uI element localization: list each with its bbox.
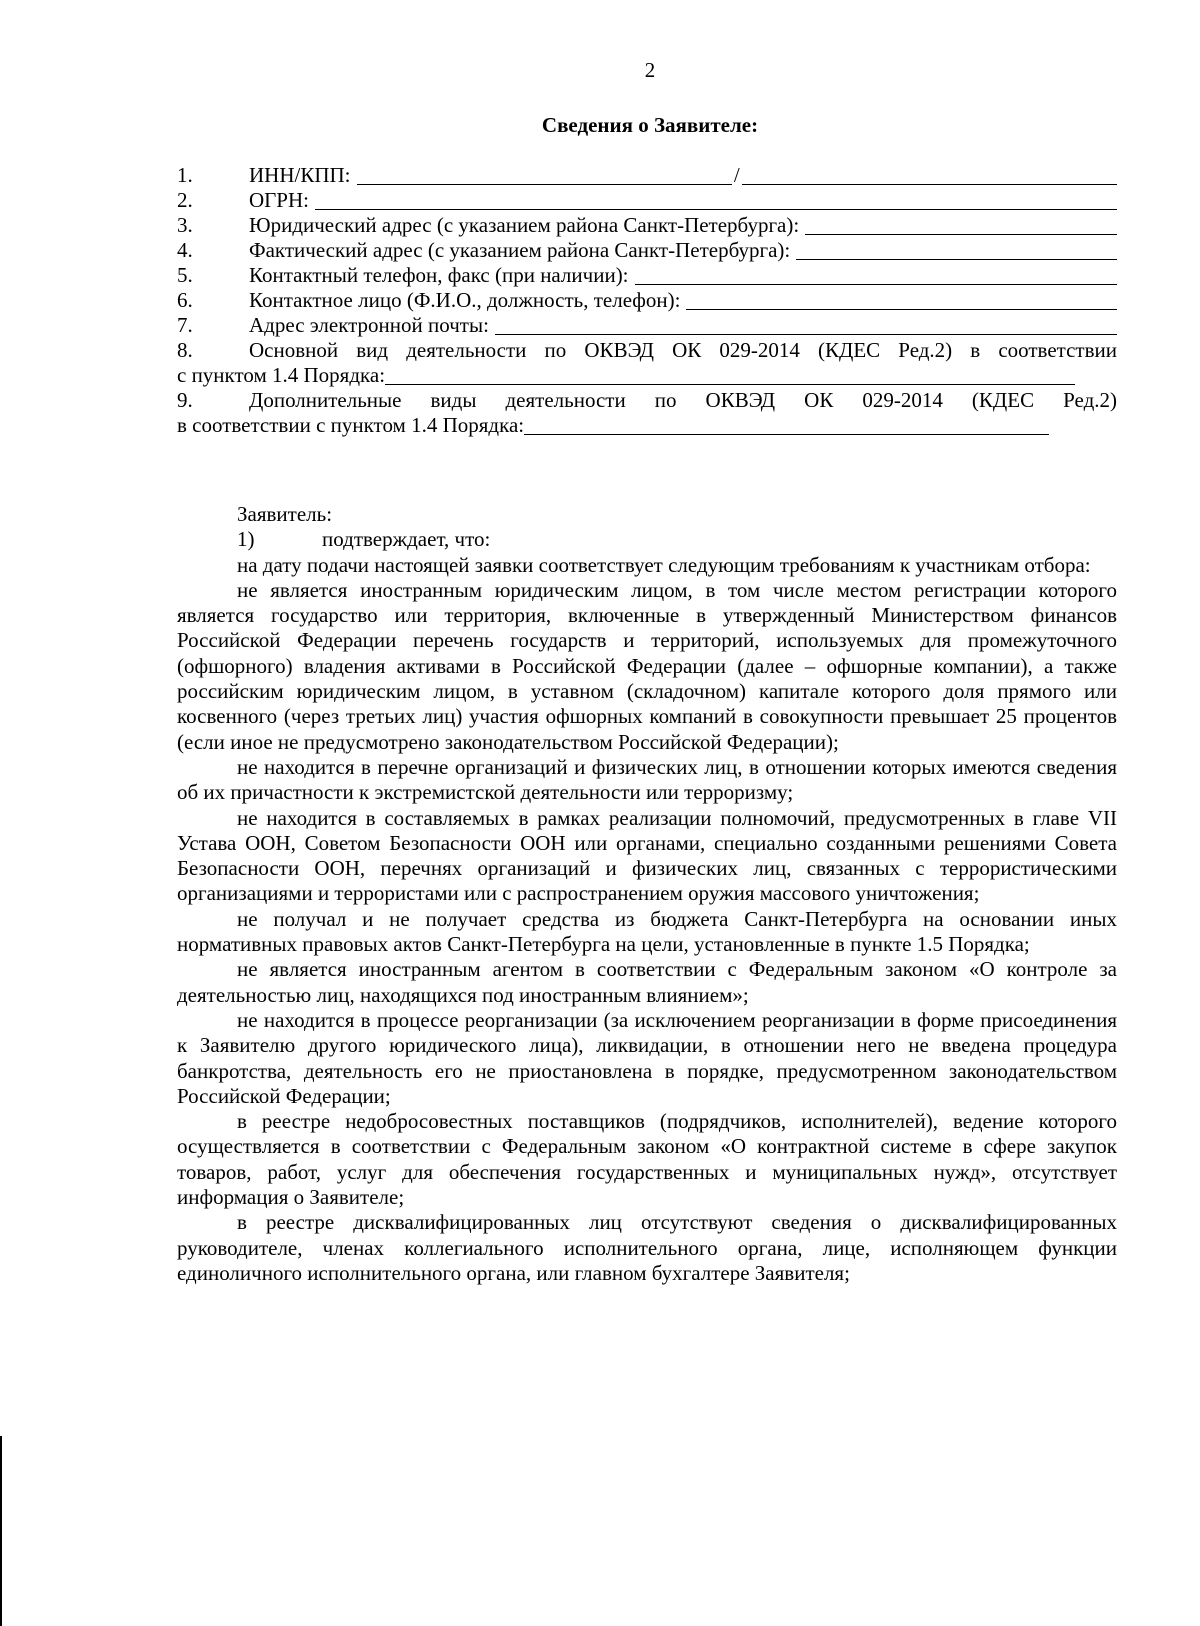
ogrn-blank[interactable] — [315, 190, 1117, 210]
paragraph: на дату подачи настоящей заявки соответствует следующим требованиям к участникам отбора: — [237, 552, 1091, 577]
field-actual-address — [177, 238, 1117, 263]
field-number: 3. — [177, 213, 193, 237]
paragraph: не получал и не получает средства из бюджета Санкт-Петербурга на основании иных нормативных правовых актов Санкт-Петербурга на цели, установленные в пункте 1.5 Порядка; — [177, 906, 1117, 957]
applicant-confirmations — [177, 502, 1117, 1286]
page-title: Сведения о Заявителе: — [541, 113, 759, 137]
field-phone-fax — [177, 263, 1117, 288]
field-inn-kpp — [177, 163, 1117, 188]
email-blank[interactable] — [495, 315, 1117, 335]
field-number: 2. — [177, 188, 193, 212]
field-main-activity — [177, 338, 1117, 388]
field-number: 9. — [177, 388, 193, 412]
paragraph: не находится в составляемых в рамках реализации полномочий, предусмотренных в главе VII Устава ООН, Советом Безопасности ООН или органами, специально созданными решениями Совета Безопасности ООН, перечнях организаций и физических лиц, связанных с террористическими организациями и террористами или с распространением оружия массового уничтожения; — [177, 805, 1117, 906]
field-label-continued: в соответствии с пунктом 1.4 Порядка: — [177, 413, 525, 437]
additional-activity-blank[interactable] — [524, 415, 1049, 435]
field-label: Фактический адрес (с указанием района Санкт-Петербурга): — [249, 238, 791, 262]
paragraph: не находится в перечне организаций и физических лиц, в отношении которых имеются сведения об их причастности к экстремистской деятельности или терроризму; — [177, 754, 1117, 805]
legal-address-blank[interactable] — [805, 215, 1117, 235]
item-text: подтверждает, что: — [322, 527, 491, 552]
field-label: Основной вид деятельности по ОКВЭД ОК 029-2014 (КДЕС Ред.2) в соответствии — [249, 338, 1117, 362]
field-number: 4. — [177, 238, 193, 262]
kpp-blank[interactable] — [742, 166, 1117, 185]
actual-address-blank[interactable] — [796, 240, 1117, 260]
field-label: Адрес электронной почты: — [249, 313, 489, 337]
field-label: ОГРН: — [249, 188, 309, 212]
field-contact-person — [177, 288, 1117, 313]
inn-kpp-blank[interactable] — [357, 163, 1117, 187]
field-label-continued: с пунктом 1.4 Порядка: — [177, 363, 386, 387]
field-number: 7. — [177, 313, 193, 337]
field-email — [177, 313, 1117, 338]
inn-blank[interactable] — [357, 166, 732, 185]
phone-fax-blank[interactable] — [635, 265, 1117, 285]
applicant-heading: Заявитель: — [237, 502, 333, 526]
field-number: 1. — [177, 163, 193, 187]
field-label: Контактное лицо (Ф.И.О., должность, телефон): — [249, 288, 681, 312]
field-number: 6. — [177, 288, 193, 312]
field-label: Юридический адрес (с указанием района Санкт-Петербурга): — [249, 213, 800, 237]
paragraph: не является иностранным агентом в соответствии с Федеральным законом «О контроле за деятельностью лиц, находящихся под иностранным влиянием»; — [177, 957, 1117, 1007]
contact-person-blank[interactable] — [686, 290, 1117, 310]
field-label: Контактный телефон, факс (при наличии): — [249, 263, 629, 287]
field-ogrn — [177, 188, 1117, 213]
field-main-activity-line2 — [177, 363, 1117, 388]
field-additional-activity-line2 — [177, 413, 1117, 438]
paragraph: не находится в процессе реорганизации (за исключением реорганизации в форме присоединения к Заявителю другого юридического лица), ликвидации, в отношении него не введена процедура банкротства, деятельность его не приостановлена в порядке, предусмотренном законодательством Российской Федерации; — [177, 1007, 1117, 1108]
scan-edge-mark — [0, 1436, 2, 1626]
inn-kpp-separator: / — [733, 163, 740, 187]
item-number: 1) — [237, 527, 255, 552]
applicant-fields — [177, 163, 1117, 438]
field-additional-activity — [177, 388, 1117, 438]
main-activity-blank[interactable] — [385, 365, 1075, 385]
paragraph: в реестре недобросовестных поставщиков (подрядчиков, исполнителей), ведение которого осуществляется в соответствии с Федеральным законом «О контрактной системе в сфере закупок товаров, работ, услуг для обеспечения государственных и муниципальных нужд», отсутствует информация о Заявителе; — [177, 1109, 1117, 1210]
field-label: ИНН/КПП: — [249, 163, 351, 187]
paragraph: не является иностранным юридическим лицом, в том числе местом регистрации которого является государство или территория, включенные в утвержденный Министерством финансов Российской Федерации перечень государств и территорий, используемых для промежуточного (офшорного) владения активами в Российской Федерации (далее – офшорные компании), а также российским юридическим лицом, в уставном (складочном) капитале которого доля прямого или косвенного (через третьих лиц) участия офшорных компаний в совокупности превышает 25 процентов (если иное не предусмотрено законодательством Российской Федерации); — [177, 577, 1117, 754]
field-number: 5. — [177, 263, 193, 287]
field-label: Дополнительные виды деятельности по ОКВЭД ОК 029-2014 (КДЕС Ред.2) — [249, 388, 1117, 412]
paragraph: в реестре дисквалифицированных лиц отсутствуют сведения о дисквалифицированных руководителе, членах коллегиального исполнительного органа, лице, исполняющем функции единоличного исполнительного органа, или главном бухгалтере Заявителя; — [177, 1210, 1117, 1285]
field-main-activity-line1 — [177, 338, 1117, 363]
confirmation-item — [177, 527, 1117, 552]
field-number: 8. — [177, 338, 193, 362]
field-legal-address — [177, 213, 1117, 238]
page-number: 2 — [644, 58, 656, 82]
field-additional-activity-line1 — [177, 388, 1117, 413]
